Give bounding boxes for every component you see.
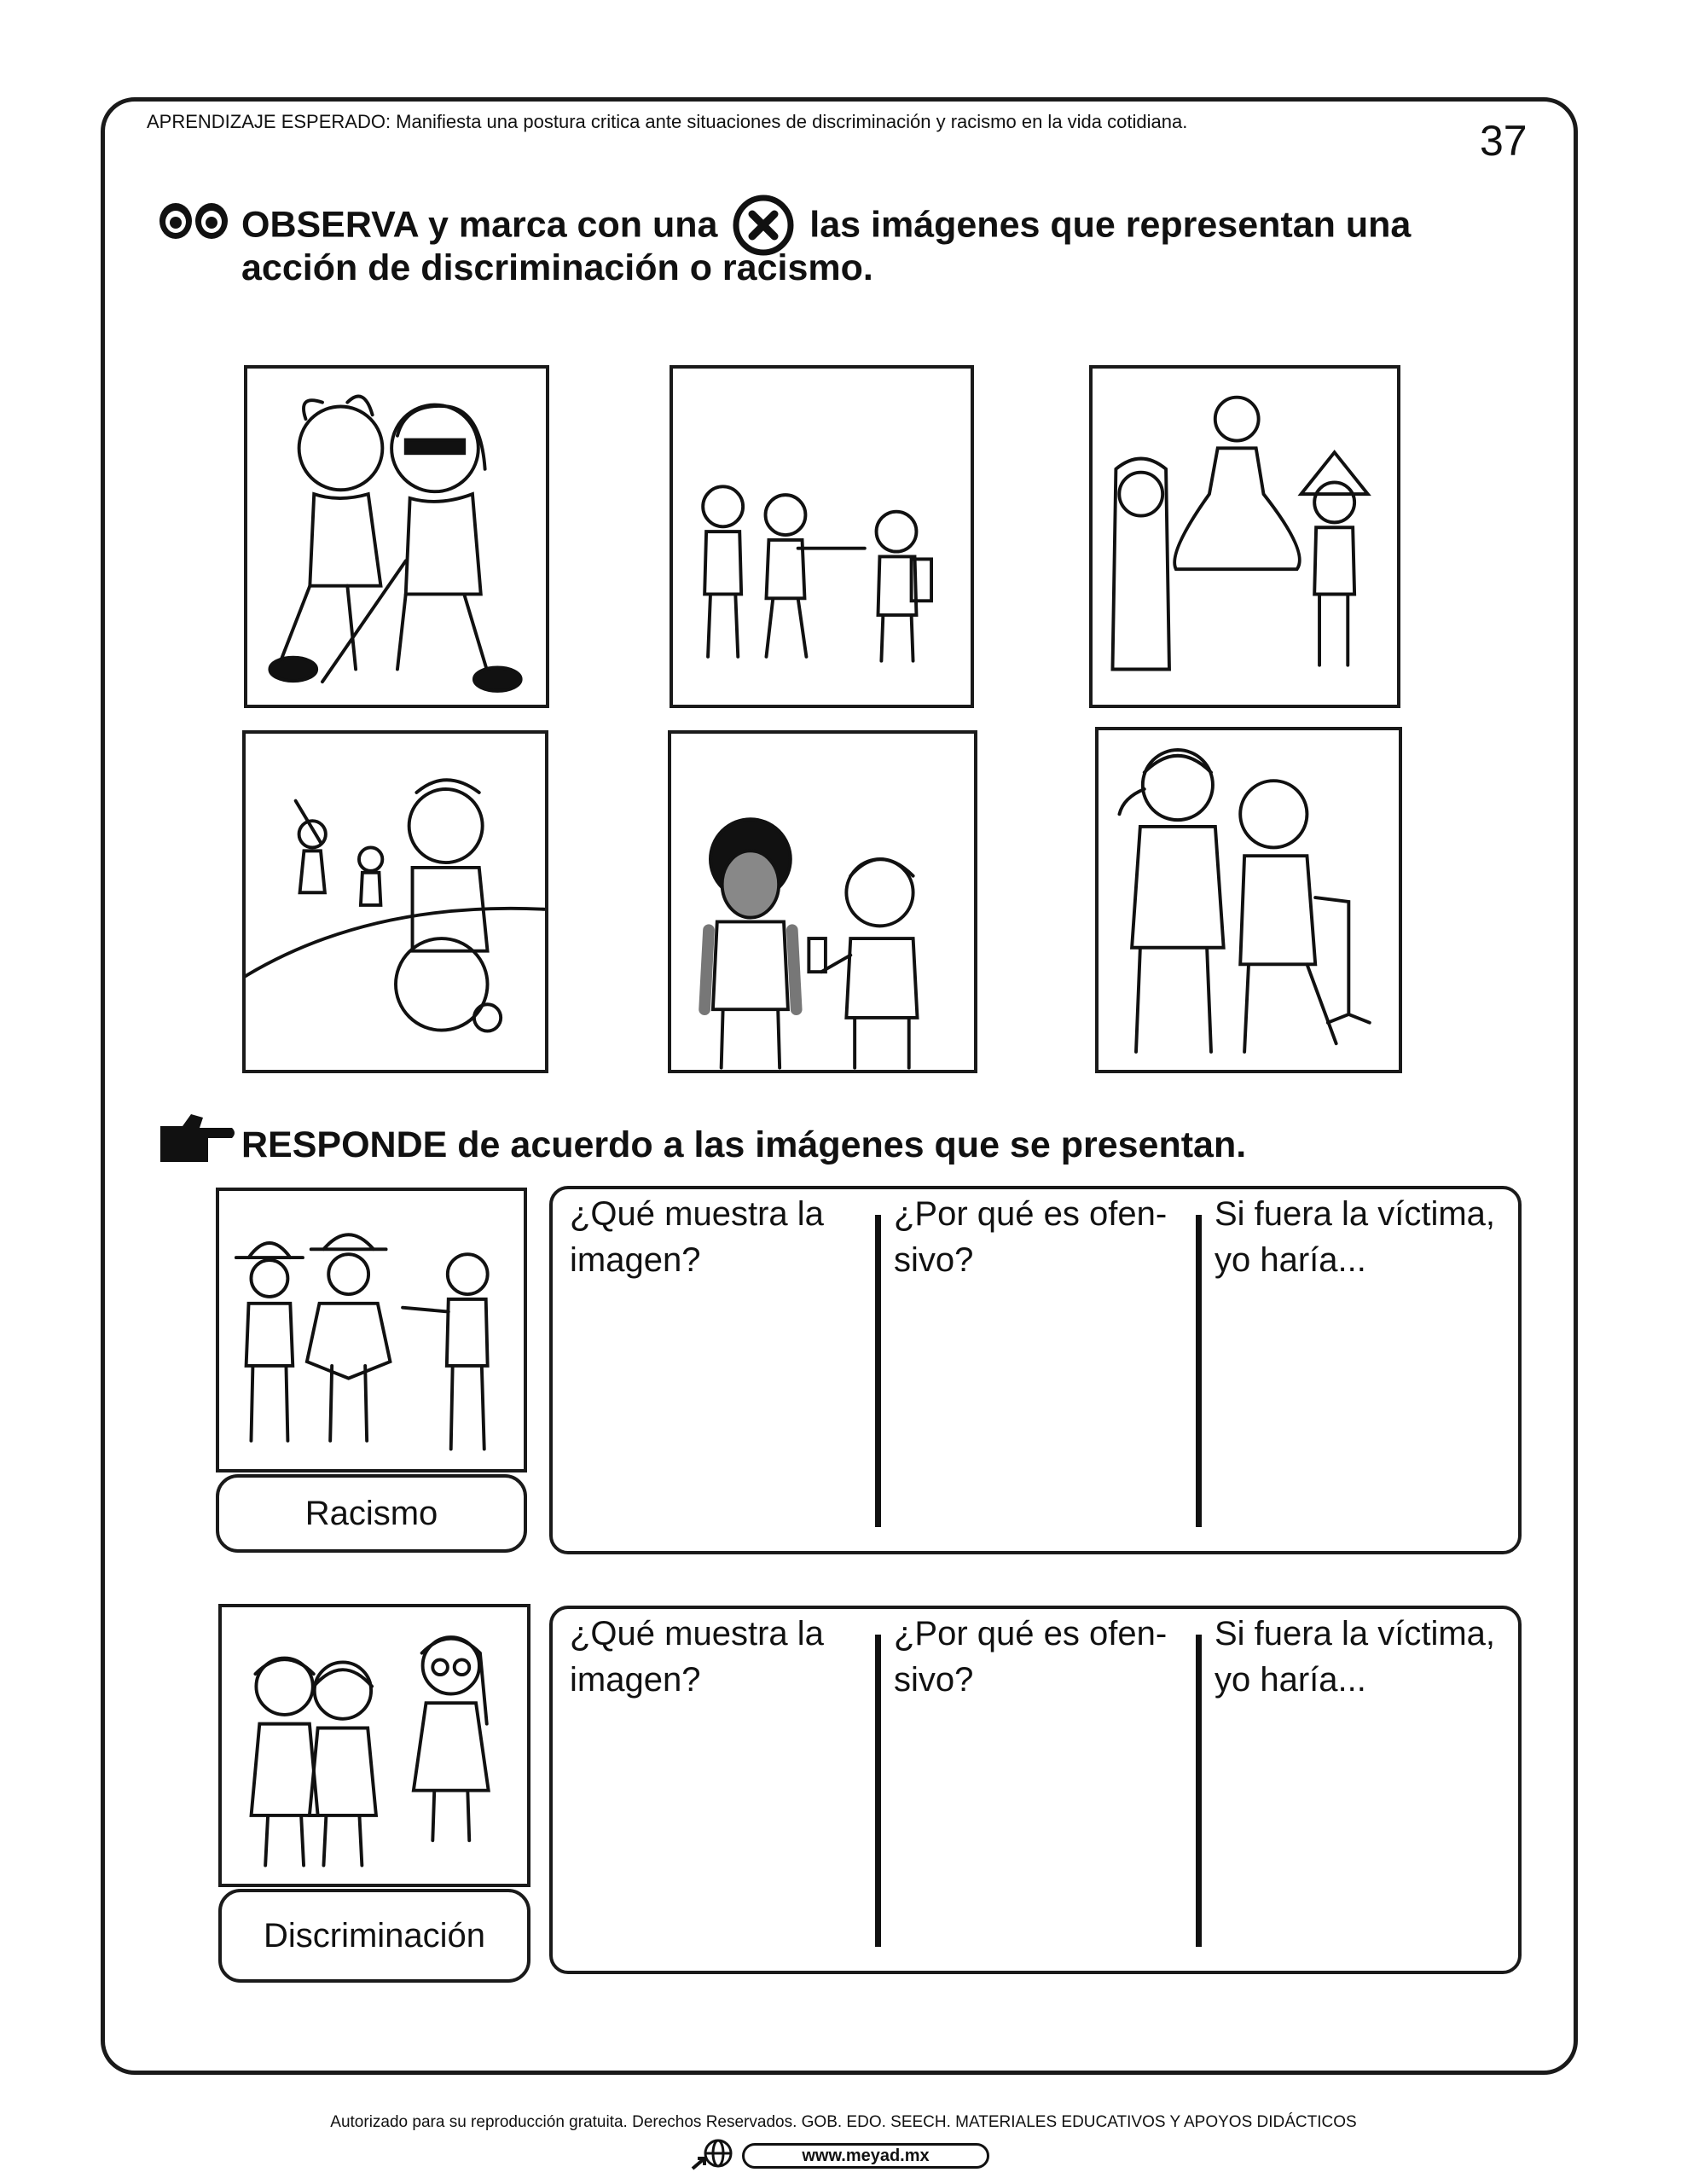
question-line: ¿Qué muestra la (570, 1195, 824, 1233)
exercise-2-image (218, 1604, 530, 1887)
exercise-2-label: Discriminación (218, 1889, 530, 1983)
illustration-wheelchair-boy[interactable] (242, 730, 548, 1073)
exercise-1-label: Racismo (216, 1474, 527, 1553)
question-line: ¿Qué muestra la (570, 1615, 824, 1653)
exercise-2-question-3 (1215, 1611, 1513, 1703)
question-line: ¿Por qué es ofen- (894, 1615, 1168, 1653)
pointing-hand-icon (157, 1109, 237, 1167)
question-line: ¿Por qué es ofen- (894, 1195, 1168, 1233)
exercise-1-image (216, 1188, 527, 1472)
column-divider (1196, 1215, 1202, 1527)
observe-instruction-line1 (241, 201, 1411, 253)
respond-instruction (241, 1124, 1246, 1166)
column-divider (875, 1215, 881, 1527)
illustration-nurse-elderly[interactable] (1095, 727, 1402, 1073)
eyes-icon (158, 201, 230, 241)
illustration-rejected-boy[interactable] (668, 730, 977, 1073)
page-number: 37 (1480, 117, 1528, 165)
exercise-1-question-2 (894, 1191, 1192, 1283)
question-line: Si fuera la víctima, (1215, 1615, 1496, 1653)
exercise-2-question-2 (894, 1611, 1192, 1703)
column-divider (1196, 1635, 1202, 1947)
question-line: sivo? (894, 1661, 974, 1699)
globe-icon (689, 2138, 740, 2172)
observe-text-a: y marca con una (418, 204, 728, 246)
observe-text-b: las imágenes que representan una (799, 204, 1412, 246)
footer-url[interactable]: www.meyad.mx (742, 2143, 989, 2169)
question-line: imagen? (570, 1661, 701, 1699)
illustration-pointing-boys[interactable] (670, 365, 974, 708)
question-line: imagen? (570, 1241, 701, 1279)
exercise-1-question-3 (1215, 1191, 1513, 1283)
circled-x-icon (728, 195, 799, 246)
question-line: yo haría... (1215, 1241, 1366, 1279)
question-line: yo haría... (1215, 1661, 1366, 1699)
question-line: Si fuera la víctima, (1215, 1195, 1496, 1233)
respond-text: de acuerdo a las imágenes que se presentan. (447, 1124, 1247, 1165)
column-divider (875, 1635, 881, 1947)
illustration-different-cultures[interactable] (1089, 365, 1400, 708)
illustration-blind-child[interactable] (244, 365, 549, 708)
question-line: sivo? (894, 1241, 974, 1279)
footer-rights: Autorizado para su reproducción gratuita. Derechos Reservados. GOB. EDO. SEECH. MATERIALES EDUCATIVOS Y APOYOS DIDÁCTICOS (330, 2113, 1357, 2131)
observe-keyword: OBSERVA (241, 204, 419, 246)
respond-keyword: RESPONDE (241, 1124, 448, 1165)
exercise-1-question-1 (570, 1191, 868, 1283)
learning-goal: APRENDIZAJE ESPERADO: Manifiesta una postura critica ante situaciones de discriminación y racismo en la vida cotidiana. (147, 111, 1188, 132)
observe-instruction-line2: acción de discriminación o racismo. (241, 247, 873, 288)
exercise-2-question-1 (570, 1611, 868, 1703)
